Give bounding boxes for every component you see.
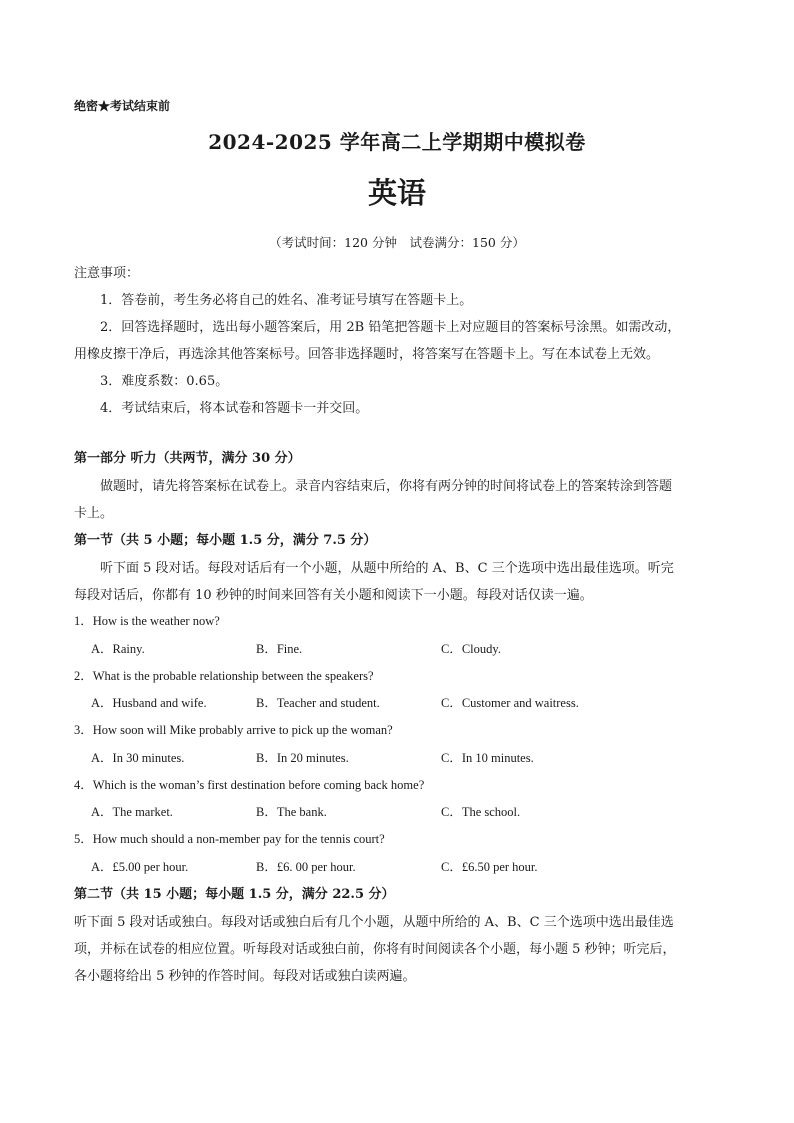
subject-title: 英语 [367,176,426,210]
part1-heading: 第一部分 听力（共两节，满分 30 分） [74,451,301,466]
option-b: B．Fine. [256,642,303,656]
option-a: A．Rainy. [91,642,145,656]
option-a: A．£5.00 per hour. [91,860,189,874]
exam-info: （考试时间：120 分钟 试卷满分：150 分） [269,235,525,250]
exam-title: 2024-2025 学年高二上学期期中模拟卷 [208,130,586,154]
option-b: B．The bank. [256,805,327,819]
note-item: 1．答卷前，考生务必将自己的姓名、准考证号填写在答题卡上。 [100,293,473,308]
option-c: C．Cloudy. [441,642,501,656]
question-stem: 5．How much should a non-member pay for the tennis court? [74,832,385,846]
option-c: C．The school. [441,805,521,819]
note-item: 3．难度系数：0.65。 [100,374,229,389]
question-stem: 1．How is the weather now? [74,614,220,628]
section1-heading: 第一节（共 5 小题；每小题 1.5 分，满分 7.5 分） [74,533,377,548]
section1-intro: 每段对话后，你都有 10 秒钟的时间来回答有关小题和阅读下一小题。每段对话仅读一遍。 [74,588,593,603]
section2-intro: 各小题将给出 5 秒钟的作答时间。每段对话或独白读两遍。 [74,969,416,984]
part1-intro: 做题时，请先将答案标在试卷上。录音内容结束后，你将有两分钟的时间将试卷上的答案转涂到答题 [100,479,673,494]
option-c: C．Customer and waitress. [441,696,579,710]
section1-intro: 听下面 5 段对话。每段对话后有一个小题，从题中所给的 A、B、C 三个选项中选出最佳选项。听完 [100,561,674,576]
section2-intro: 项，并标在试卷的相应位置。听每段对话或独白前，你将有时间阅读各个小题，每小题 5 秒钟；听完后， [74,942,676,957]
option-c: C．£6.50 per hour. [441,860,538,874]
note-item: 2．回答选择题时，选出每小题答案后，用 2B 铅笔把答题卡上对应题目的答案标号涂黑。如需改动， [100,320,681,335]
question-stem: 2．What is the probable relationship between the speakers? [74,669,374,683]
notes-heading: 注意事项： [74,266,140,281]
option-b: B．Teacher and student. [256,696,380,710]
option-b: B．£6. 00 per hour. [256,860,356,874]
option-a: A．In 30 minutes. [91,751,185,765]
option-c: C．In 10 minutes. [441,751,534,765]
section2-heading: 第二节（共 15 小题；每小题 1.5 分，满分 22.5 分） [74,887,395,902]
note-item: 4．考试结束后，将本试卷和答题卡一并交回。 [100,401,369,416]
section2-intro: 听下面 5 段对话或独白。每段对话或独白后有几个小题，从题中所给的 A、B、C 三个选项中选出最佳选 [74,915,674,930]
option-b: B．In 20 minutes. [256,751,349,765]
secret-label: 绝密★考试结束前 [74,99,171,113]
question-stem: 4．Which is the woman’s first destination before coming back home? [74,778,425,792]
option-a: A．The market. [91,805,173,819]
question-stem: 3．How soon will Mike probably arrive to pick up the woman? [74,723,393,737]
option-a: A．Husband and wife. [91,696,207,710]
part1-intro: 卡上。 [74,506,114,521]
note-item: 用橡皮擦干净后，再选涂其他答案标号。回答非选择题时，将答案写在答题卡上。写在本试卷上无效。 [74,347,660,362]
